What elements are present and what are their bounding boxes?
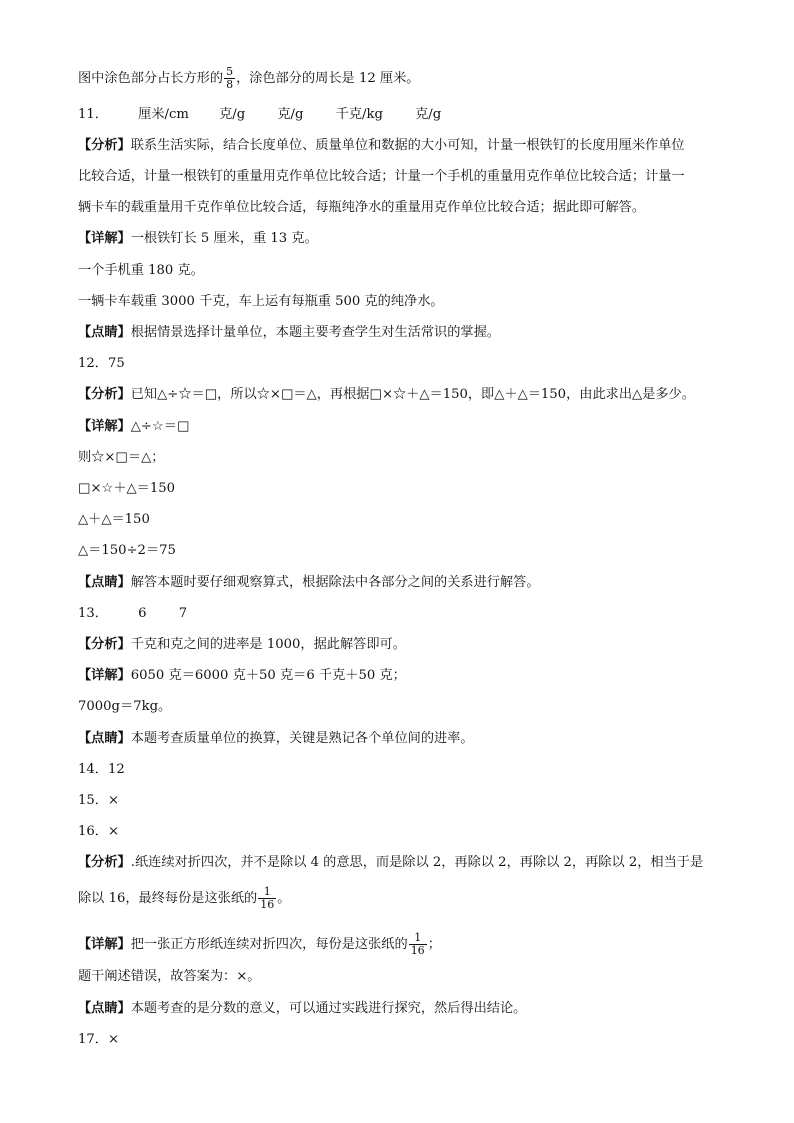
text-line bbox=[78, 449, 734, 467]
detail-tag: 【详解】 bbox=[78, 937, 131, 952]
text: 比较合适，计量一根铁钉的重量用克作单位比较合适；计量一个手机的重量用克作单位比较合适；计量一 bbox=[78, 169, 685, 184]
answer-blank: 千克/kg bbox=[335, 107, 383, 122]
text: 一根铁钉长 5 厘米，重 13 克。 bbox=[130, 231, 318, 246]
text-line bbox=[78, 698, 734, 716]
answer-blank: 6 bbox=[138, 606, 147, 621]
text-line bbox=[78, 199, 734, 217]
analysis-line bbox=[78, 386, 734, 404]
text: 已知△÷☆＝□，所以☆×□＝△，再根据□×☆＋△＝150，即△＋△＝150，由此求出△是多少。 bbox=[130, 387, 695, 402]
fraction: $\frac{1}{16}$ bbox=[260, 885, 275, 911]
text: 15．× bbox=[78, 793, 120, 808]
text: 根据情景选择计量单位，本题主要考查学生对生活常识的掌握。 bbox=[130, 325, 500, 340]
text: ，涂色部分的周长是 12 厘米。 bbox=[236, 71, 420, 86]
detail-tag: 【详解】 bbox=[78, 419, 131, 434]
text-line bbox=[78, 886, 734, 911]
fraction: $\frac{5}{8}$ bbox=[226, 65, 234, 91]
text: 12．75 bbox=[78, 356, 125, 371]
question-15-answer bbox=[78, 792, 734, 810]
text-line bbox=[78, 480, 734, 498]
text: 解答本题时要仔细观察算式，根据除法中各部分之间的关系进行解答。 bbox=[130, 575, 540, 590]
text: .纸连续对折四次，并不是除以 4 的意思，而是除以 2，再除以 2，再除以 2，再除以 2，相当于是 bbox=[130, 855, 704, 870]
detail-line bbox=[78, 932, 734, 957]
note-line bbox=[78, 730, 734, 748]
text-line bbox=[78, 66, 734, 91]
text: 把一张正方形纸连续对折四次，每份是这张纸的 bbox=[130, 937, 408, 952]
text: 7000g＝7kg。 bbox=[78, 699, 172, 714]
text: 千克和克之间的进率是 1000，据此解答即可。 bbox=[130, 637, 406, 652]
analysis-line bbox=[78, 137, 734, 155]
text-line bbox=[78, 262, 734, 280]
text-line bbox=[78, 293, 734, 311]
text-line bbox=[78, 168, 734, 186]
text: 一辆卡车载重 3000 千克，车上运有每瓶重 500 克的纯净水。 bbox=[78, 294, 444, 309]
detail-line bbox=[78, 418, 734, 436]
text: 本题考查质量单位的换算，关键是熟记各个单位间的进率。 bbox=[130, 731, 474, 746]
text: 联系生活实际，结合长度单位、质量单位和数据的大小可知，计量一根铁钉的长度用厘米作单位 bbox=[130, 138, 685, 153]
text: 本题考查的是分数的意义，可以通过实践进行探究，然后得出结论。 bbox=[130, 1001, 527, 1016]
text: 6050 克＝6000 克＋50 克＝6 千克＋50 克； bbox=[130, 668, 406, 683]
answer-blank: 克/g bbox=[415, 107, 442, 122]
question-11-answers bbox=[78, 106, 734, 124]
analysis-tag: 【分析】 bbox=[78, 637, 131, 652]
question-number: 13． bbox=[78, 606, 108, 621]
answer-blank: 7 bbox=[178, 606, 188, 621]
text: 除以 16，最终每份是这张纸的 bbox=[78, 891, 258, 906]
note-line bbox=[78, 324, 734, 342]
analysis-tag: 【分析】 bbox=[78, 855, 131, 870]
question-12-answer bbox=[78, 355, 734, 373]
text: □×☆＋△＝150 bbox=[78, 481, 176, 496]
question-number: 11． bbox=[78, 107, 108, 122]
detail-line bbox=[78, 667, 734, 685]
text: △＋△＝150 bbox=[78, 512, 150, 527]
question-17-answer bbox=[78, 1031, 734, 1049]
question-14-answer bbox=[78, 761, 734, 779]
text: 图中涂色部分占长方形的 bbox=[78, 71, 224, 86]
note-tag: 【点睛】 bbox=[78, 575, 131, 590]
text: △÷☆＝□ bbox=[130, 419, 190, 434]
note-tag: 【点睛】 bbox=[78, 1001, 131, 1016]
detail-tag: 【详解】 bbox=[78, 668, 131, 683]
text: 辆卡车的载重量用千克作单位比较合适，每瓶纯净水的重量用克作单位比较合适；据此即可解答。 bbox=[78, 200, 646, 215]
note-line bbox=[78, 574, 734, 592]
text: 。 bbox=[277, 891, 291, 906]
note-tag: 【点睛】 bbox=[78, 731, 131, 746]
question-16-answer bbox=[78, 823, 734, 841]
text: 题干阐述错误，故答案为：×。 bbox=[78, 969, 261, 984]
text: ； bbox=[427, 937, 441, 952]
text: 17．× bbox=[78, 1032, 120, 1047]
text: △＝150÷2＝75 bbox=[78, 543, 176, 558]
analysis-tag: 【分析】 bbox=[78, 138, 131, 153]
text-line bbox=[78, 511, 734, 529]
analysis-line bbox=[78, 854, 734, 872]
fraction: $\frac{1}{16}$ bbox=[410, 931, 425, 957]
answer-blank: 厘米/cm bbox=[138, 107, 189, 122]
text-line bbox=[78, 542, 734, 560]
analysis-line bbox=[78, 636, 734, 654]
note-tag: 【点睛】 bbox=[78, 325, 131, 340]
text: 16．× bbox=[78, 824, 120, 839]
note-line bbox=[78, 1000, 734, 1018]
text: 一个手机重 180 克。 bbox=[78, 263, 204, 278]
text: 14．12 bbox=[78, 762, 125, 777]
answer-blank: 克/g bbox=[219, 107, 246, 122]
text: 则☆×□＝△； bbox=[78, 450, 165, 465]
question-13-answers bbox=[78, 605, 734, 623]
text-line bbox=[78, 968, 734, 986]
answer-blank: 克/g bbox=[277, 107, 304, 122]
detail-line bbox=[78, 230, 734, 248]
detail-tag: 【详解】 bbox=[78, 231, 131, 246]
analysis-tag: 【分析】 bbox=[78, 387, 131, 402]
